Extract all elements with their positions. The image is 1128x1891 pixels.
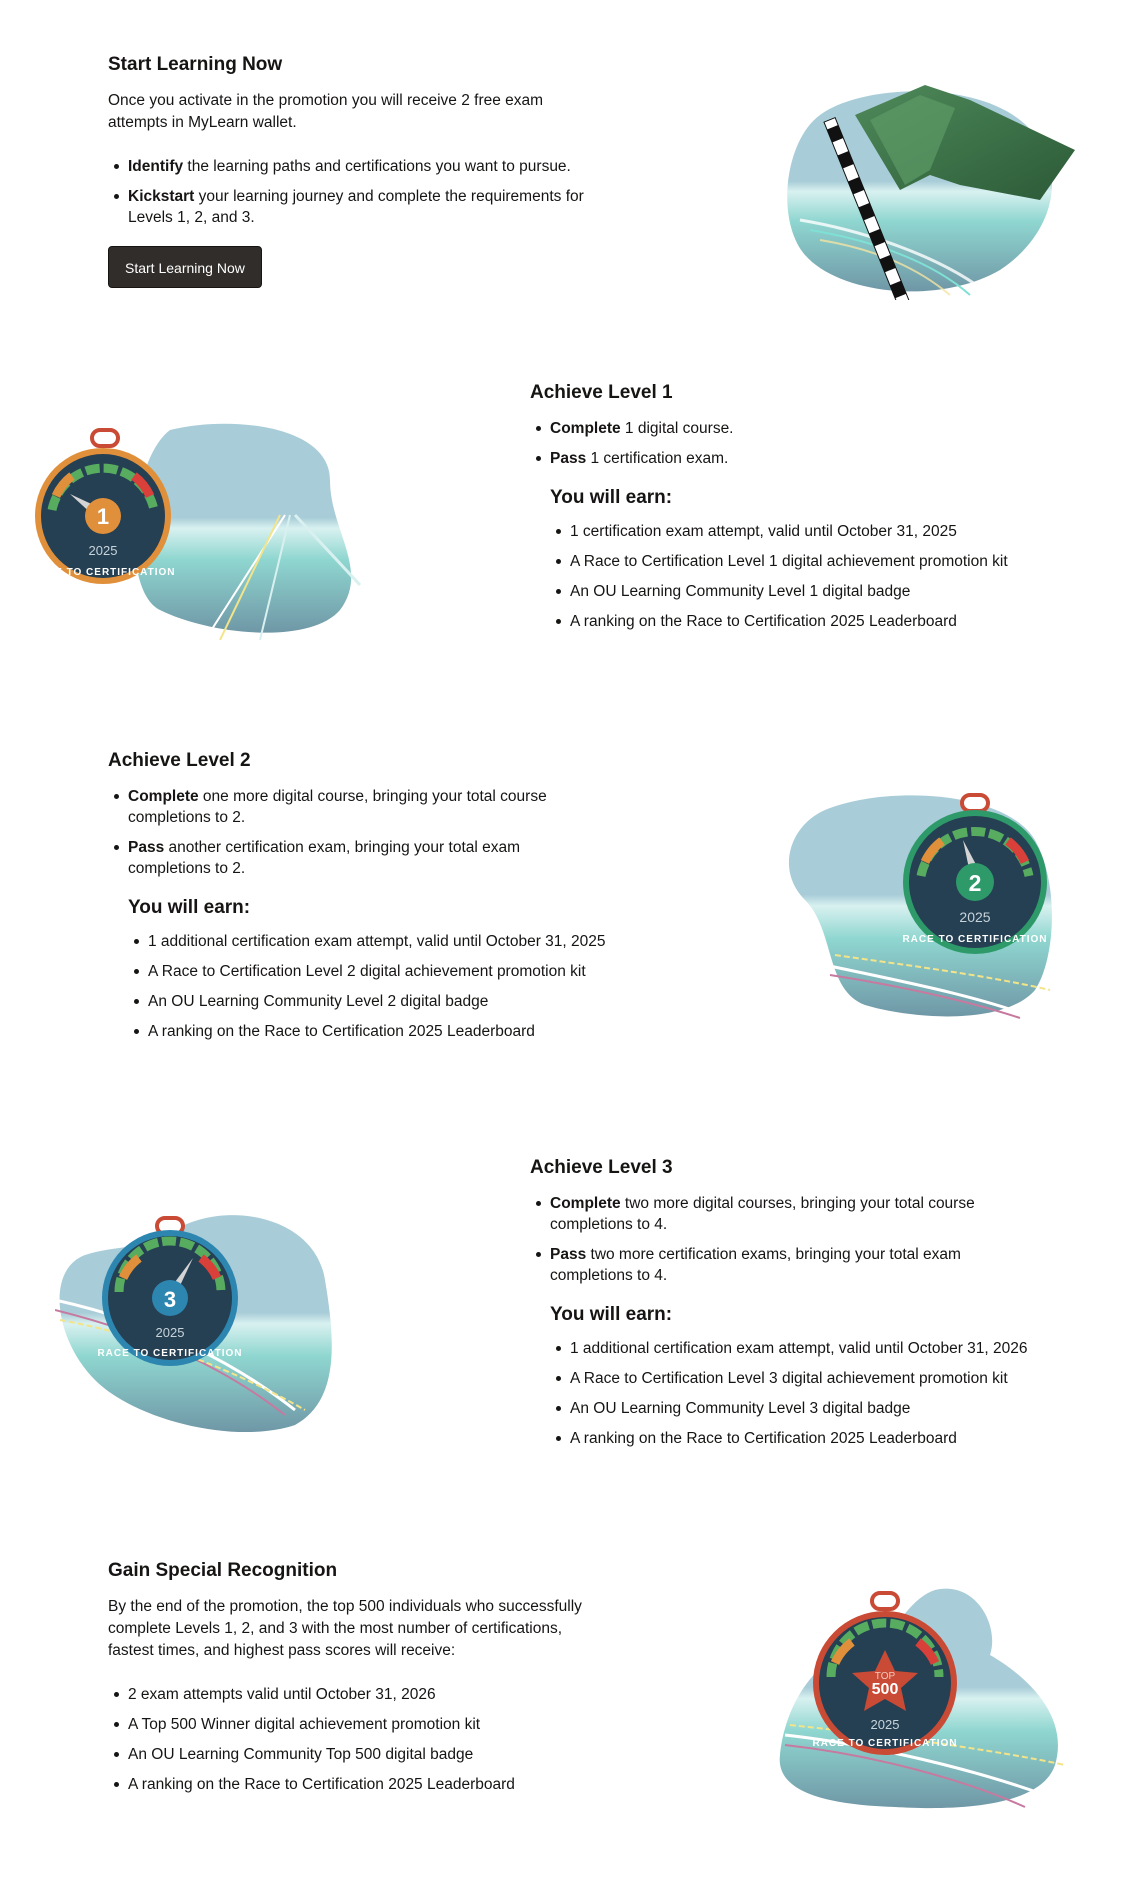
level2-title: Achieve Level 2 (108, 750, 251, 771)
level3-badge-year: 2025 (155, 1325, 185, 1340)
special-section (108, 1560, 628, 1804)
list-item: An OU Learning Community Top 500 digital badge (128, 1744, 628, 1765)
level1-section (530, 382, 1090, 641)
level1-earn-list (530, 521, 1090, 632)
level2-earn-list (108, 931, 668, 1042)
list-item: 1 additional certification exam attempt, valid until October 31, 2025 (148, 931, 668, 952)
list-item: An OU Learning Community Level 2 digital badge (148, 991, 668, 1012)
top500-badge-number: 500 (871, 1681, 899, 1698)
level1-badge-illustration (30, 420, 370, 645)
level3-badge-number: 3 (163, 1287, 177, 1312)
list-item: A ranking on the Race to Certification 2025 Leaderboard (128, 1774, 628, 1795)
list-item: An OU Learning Community Level 3 digital badge (570, 1398, 1090, 1419)
level1-badge-year: 2025 (88, 543, 118, 558)
list-item: 1 additional certification exam attempt, valid until October 31, 2026 (570, 1338, 1090, 1359)
top500-badge-top: TOP (874, 1671, 896, 1682)
top500-badge-year: 2025 (870, 1717, 900, 1732)
start-learning-button[interactable]: Start Learning Now (108, 246, 262, 288)
level3-section (530, 1157, 1090, 1458)
level1-requirements (530, 418, 1090, 469)
list-item: Pass another certification exam, bringing your total exam completions to 2. (128, 837, 578, 879)
list-item: Kickstart your learning journey and complete the requirements for Levels 1, 2, and 3. (128, 186, 598, 228)
level3-badge-ring-text: RACE TO CERTIFICATION (97, 1348, 243, 1359)
level1-title: Achieve Level 1 (530, 382, 673, 403)
list-item: A ranking on the Race to Certification 2025 Leaderboard (148, 1021, 668, 1042)
list-item: 1 certification exam attempt, valid until October 31, 2025 (570, 521, 1090, 542)
level2-badge-illustration (785, 790, 1065, 1025)
level3-earn-list (530, 1338, 1090, 1449)
checkered-flag-illustration (780, 80, 1080, 305)
special-intro: By the end of the promotion, the top 500 individuals who successfully complete Levels 1, 2, and 3 with the most number of certifications, fastest times, and highest pass scores will receive: (108, 1598, 582, 1659)
list-item: A Race to Certification Level 2 digital achievement promotion kit (148, 961, 668, 982)
level3-earn-title: You will earn: (550, 1304, 673, 1325)
level3-requirements (530, 1193, 1000, 1286)
special-title: Gain Special Recognition (108, 1560, 338, 1581)
level2-earn-title: You will earn: (128, 897, 251, 918)
list-item: 2 exam attempts valid until October 31, 2026 (128, 1684, 628, 1705)
list-item: Complete 1 digital course. (550, 418, 1090, 439)
start-intro: Once you activate in the promotion you will receive 2 free exam attempts in MyLearn wallet. (108, 92, 544, 131)
start-section (108, 54, 628, 288)
start-title: Start Learning Now (108, 54, 283, 75)
level1-badge-number: 1 (96, 504, 110, 529)
list-item: A Top 500 Winner digital achievement promotion kit (128, 1714, 628, 1735)
level1-badge-ring-text: RACE TO CERTIFICATION (30, 567, 176, 578)
list-item: A Race to Certification Level 3 digital achievement promotion kit (570, 1368, 1090, 1389)
level3-badge-illustration (55, 1210, 335, 1440)
level2-badge-number: 2 (968, 870, 982, 896)
start-list (108, 156, 628, 228)
list-item: Complete two more digital courses, bringing your total course completions to 4. (550, 1193, 1000, 1235)
list-item: Complete one more digital course, bringing your total course completions to 2. (128, 786, 578, 828)
list-item: Pass two more certification exams, bringing your total exam completions to 4. (550, 1244, 1000, 1286)
list-item: Identify the learning paths and certifications you want to pursue. (128, 156, 628, 177)
level2-badge-ring-text: RACE TO CERTIFICATION (902, 934, 1048, 945)
list-item: A ranking on the Race to Certification 2025 Leaderboard (570, 611, 1090, 632)
level1-earn-title: You will earn: (550, 487, 673, 508)
special-list (108, 1684, 628, 1795)
level2-section (108, 750, 668, 1051)
list-item: An OU Learning Community Level 1 digital badge (570, 581, 1090, 602)
list-item: Pass 1 certification exam. (550, 448, 1090, 469)
top500-badge-ring-text: RACE TO CERTIFICATION (812, 1738, 958, 1749)
list-item: A ranking on the Race to Certification 2025 Leaderboard (570, 1428, 1090, 1449)
list-item: A Race to Certification Level 1 digital achievement promotion kit (570, 551, 1090, 572)
level3-title: Achieve Level 3 (530, 1157, 673, 1178)
level2-badge-year: 2025 (959, 909, 991, 925)
level2-requirements (108, 786, 578, 879)
top500-badge-illustration (775, 1585, 1075, 1820)
